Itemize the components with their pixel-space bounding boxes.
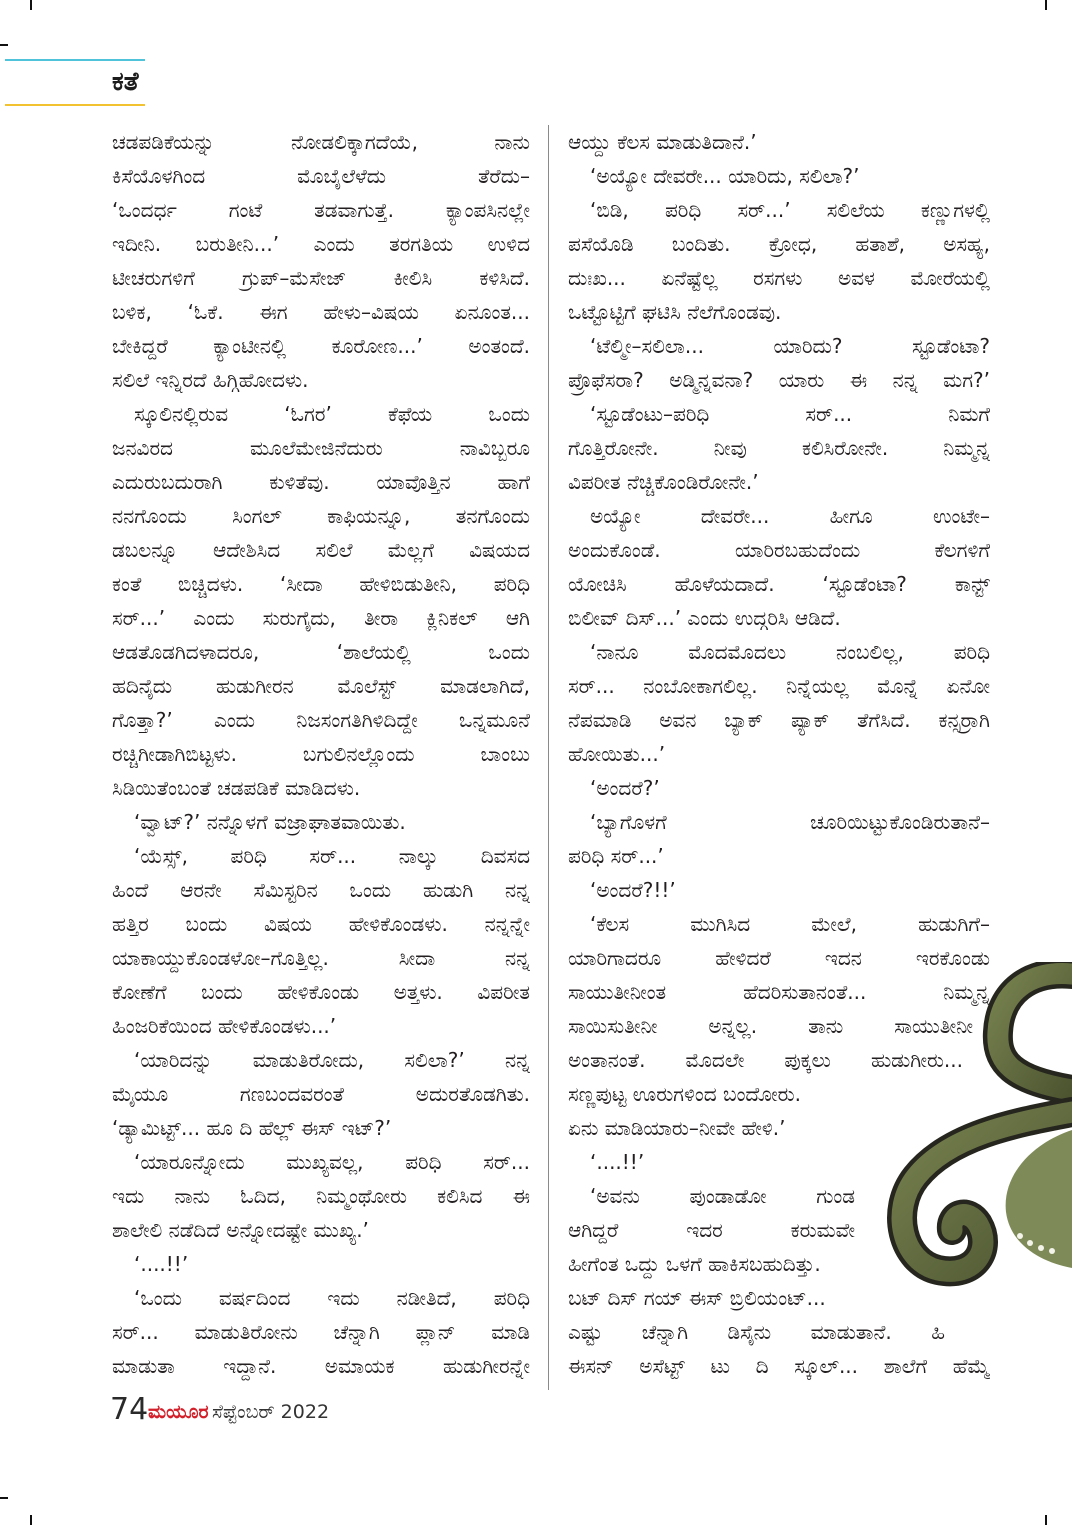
text-line: ‘ಯೆಸ್ಸ್, ಪರಿಧಿ ಸರ್... ನಾಲ್ಕು ದಿವಸದ xyxy=(134,844,530,868)
text-line: ಯಾರಿಗಾದರೂ ಹೇಳಿದರೆ ಇದನ ಇರಕೊಂಡು xyxy=(568,946,990,970)
text-line: ಒಟ್ಟೊಟ್ಟಿಗೆ ಘಟಿಸಿ ನೆಲೆಗೊಂಡವು. xyxy=(568,300,782,324)
text-line: ‘ಡ್ಯಾಮಿಟ್ಟ್... ಹೂ ದಿ ಹೆಲ್ಲ್ ಈಸ್ ಇಟ್?’ xyxy=(112,1116,392,1140)
text-line: ಬೇಕಿದ್ದರೆ ಕ್ಯಾಂಟೀನಲ್ಲಿ ಕೂರೋಣ...’ ಅಂತಂದೆ. xyxy=(112,334,530,358)
text-line: ಇದು ನಾನು ಓದಿದ, ನಿಮ್ಮಂಥೋರು ಕಲಿಸಿದ ಈ xyxy=(112,1184,530,1208)
paragraph xyxy=(568,159,990,193)
text-line: ಸ್ಕೂಲಿನಲ್ಲಿರುವ ‘ಓಗರ’ ಕೆಫೆಯ ಒಂದು xyxy=(134,402,530,426)
text-line: ಕಂತೆ ಬಿಚ್ಚಿದಳು. ‘ಸೀದಾ ಹೇಳಿಬಿಡುತೀನಿ, ಪರಿಧಿ xyxy=(112,572,530,596)
text-line: ‘ಅಂದರೆ?’ xyxy=(590,776,660,800)
text-line: ಜನವಿರದ ಮೂಲೆಮೇಜಿನೆದುರು ನಾವಿಬ್ಬರೂ xyxy=(112,436,530,460)
text-line: ಗೊತ್ತಿರೋನೇ. ನೀವು ಕಲಿಸಿರೋನೇ. ನಿಮ್ಮನ್ನ xyxy=(568,436,990,460)
text-line: ‘ಒಂದು ವರ್ಷದಿಂದ ಇದು ನಡೀತಿದೆ, ಪರಿಧಿ xyxy=(134,1286,530,1310)
text-line: ‘ಅಯ್ಯೋ ದೇವರೇ... ಯಾರಿದು, ಸಲಿಲಾ?’ xyxy=(590,164,860,188)
paragraph xyxy=(112,1247,530,1281)
text-line: ಗೊತ್ತಾ?’ ಎಂದು ನಿಜಸಂಗತಿಗಿಳಿದಿದ್ದೇ ಒನ್ನಮೂನೆ xyxy=(112,708,530,732)
text-line: ‘ವ್ವಾಟ್?’ ನನ್ನೊಳಗೆ ವಜ್ರಾಘಾತವಾಯಿತು. xyxy=(134,810,406,834)
text-line: ‘....!!’ xyxy=(590,1150,645,1174)
text-line: ಅಂದುಕೊಂಡೆ. ಯಾರಿರಬಹುದೆಂದು ಕೆಲಗಳಿಗೆ xyxy=(568,538,990,562)
crop-mark xyxy=(0,1497,8,1499)
snake-spot xyxy=(1038,1245,1044,1251)
crop-mark xyxy=(1045,1515,1047,1525)
text-line: ಬಿಲೀವ್ ದಿಸ್...’ ಎಂದು ಉದ್ಗರಿಸಿ ಆಡಿದೆ. xyxy=(568,606,841,630)
text-line: ಚಡಪಡಿಕೆಯನ್ನು ನೋಡಲಿಕ್ಕಾಗದೆಯೆ, ನಾನು xyxy=(112,130,530,154)
crop-mark xyxy=(30,1515,32,1525)
text-line: ನನಗೊಂದು ಸಿಂಗಲ್ ಕಾಫಿಯನ್ನೂ, ತನಗೊಂದು xyxy=(112,504,530,528)
text-line: ‘ಬಿಡಿ, ಪರಿಧಿ ಸರ್...’ ಸಲಿಲೆಯ ಕಣ್ಣುಗಳಲ್ಲಿ xyxy=(590,198,990,222)
text-line: ‘ನಾನೂ ಮೊದಮೊದಲು ನಂಬಲಿಲ್ಲ, ಪರಿಧಿ xyxy=(590,640,990,664)
snake-illustration xyxy=(880,962,1072,1298)
paragraph xyxy=(568,329,990,397)
text-line: ‘ಟೆಲ್ಮೀ–ಸಲಿಲಾ... ಯಾರಿದು? ಸ್ಟೂಡೆಂಟಾ? xyxy=(590,334,990,358)
text-line: ದುಃಖ... ಏನೆಷ್ಟೆಲ್ಲ ರಸಗಳು ಅವಳ ಮೋರೆಯಲ್ಲಿ xyxy=(568,266,990,290)
text-line: ವಿಪರೀತ ನೆಚ್ಚಿಕೊಂಡಿರೋನೇ.’ xyxy=(568,470,759,494)
column-divider xyxy=(548,125,549,1390)
paragraph xyxy=(112,125,530,397)
paragraph xyxy=(568,635,990,771)
left-column xyxy=(112,125,530,1383)
text-line: ಪರಿಧಿ ಸರ್...’ xyxy=(568,844,664,868)
text-line: ಸಣ್ಣಪುಟ್ಟ ಊರುಗಳಿಂದ ಬಂದೋರು. xyxy=(568,1082,801,1106)
text-line: ಎದುರುಬದುರಾಗಿ ಕುಳಿತೆವು. ಯಾವೊತ್ತಿನ ಹಾಗೆ xyxy=(112,470,530,494)
text-line: ಕಿಸೆಯೊಳಗಿಂದ ಮೊಬೈಲೆಳೆದು ತೆರೆದು– xyxy=(112,164,530,188)
text-line: ಟೀಚರುಗಳಿಗೆ ಗ್ರುಪ್–ಮೆಸೇಜ್ ಕೀಲಿಸಿ ಕಳಿಸಿದೆ. xyxy=(112,266,530,290)
paragraph xyxy=(112,839,530,1043)
text-line: ಸಾಯುತೀನೀಂತ ಹೆದರಿಸುತಾನಂತೆ... ನಿಮ್ಮನ್ನ xyxy=(568,980,990,1004)
text-line: ಸಲಿಲೆ ಇನ್ನಿರದೆ ಹಿಗ್ಗಿಹೋದಳು. xyxy=(112,368,309,392)
text-line: ಬಳಿಕ, ‘ಓಕೆ. ಈಗ ಹೇಳು–ವಿಷಯ ಏನೂಂತ... xyxy=(112,300,530,324)
text-line: ಹಿಂದೆ ಆರನೇ ಸೆಮಿಸ್ಟರಿನ ಒಂದು ಹುಡುಗಿ ನನ್ನ xyxy=(112,878,530,902)
text-line: ರಚ್ಚಿಗೀಡಾಗಿಬಿಟ್ಟಳು. ಬಗುಲಿನಲ್ಲೊಂದು ಬಾಂಬು xyxy=(112,742,530,766)
paragraph xyxy=(112,805,530,839)
text-line: ಆಯ್ದು ಕೆಲಸ ಮಾಡುತಿದಾನೆ.’ xyxy=(568,130,757,154)
paragraph xyxy=(568,499,990,635)
crop-mark xyxy=(30,0,32,10)
text-line: ‘ಅವನು ಪುಂಡಾಡೋ ಗುಂಡ xyxy=(590,1184,855,1208)
text-line: ಆಡತೊಡಗಿದಳಾದರೂ, ‘ಶಾಲೆಯಲ್ಲಿ ಒಂದು xyxy=(112,640,530,664)
text-line: ಶಾಲೇಲಿ ನಡೆದಿದೆ ಅನ್ನೋದಷ್ಟೇ ಮುಖ್ಯ.’ xyxy=(112,1218,369,1242)
text-line: ಮೈಯೂ ಗಣಬಂದವರಂತೆ ಅದುರತೊಡಗಿತು. xyxy=(112,1082,530,1106)
text-line: ಸರ್... ನಂಬೋಕಾಗಲಿಲ್ಲ. ನಿನ್ನೆಯಲ್ಲ ಮೊನ್ನೆ ಏನೋ xyxy=(568,674,990,698)
paragraph xyxy=(568,805,990,873)
text-line: ಹೋಯಿತು...’ xyxy=(568,742,666,766)
text-line: ಪ್ರೊಫೆಸರಾ? ಅಡ್ಮಿನ್ನವನಾ? ಯಾರು ಈ ನನ್ನ ಮಗ?’ xyxy=(568,368,990,392)
text-line: ಅಯ್ಯೋ ದೇವರೇ... ಹೀಗೂ ಉಂಟೇ– xyxy=(590,504,990,528)
text-line: ‘ಸ್ಟೂಡೆಂಟು–ಪರಿಧಿ ಸರ್... ನಿಮಗೆ xyxy=(590,402,990,426)
text-line: ಬಟ್ ದಿಸ್ ಗಯ್ ಈಸ್ ಬ್ರಿಲಿಯಂಟ್... xyxy=(568,1286,826,1310)
magazine-logo: ಮಯೂರ xyxy=(148,1401,209,1423)
paragraph xyxy=(568,397,990,499)
text-line: ಯೋಚಿಸಿ ಹೊಳೆಯದಾದೆ. ‘ಸ್ಟೂಡೆಂಟಾ? ಕಾನ್ಟ್ xyxy=(568,572,990,596)
section-title: ಕತೆ xyxy=(112,67,139,97)
text-line: ‘ಅಂದರೆ?!!’ xyxy=(590,878,676,902)
text-line: ನೆಪಮಾಡಿ ಅವನ ಬ್ಯಾಕ್ ಪ್ಯಾಕ್ ತೆಗೆಸಿದೆ. ಕನ್ಸರ್ರಾಗಿ xyxy=(568,708,990,732)
header-rule-bottom xyxy=(5,104,145,106)
text-line: ಕೋಣೆಗೆ ಬಂದು ಹೇಳಿಕೊಂಡು ಅತ್ತಳು. ವಿಪರೀತ xyxy=(112,980,530,1004)
text-line: ಹತ್ತಿರ ಬಂದು ವಿಷಯ ಹೇಳಿಕೊಂಡಳು. ನನ್ನನ್ನೇ xyxy=(112,912,530,936)
snake-spot xyxy=(1049,1248,1055,1254)
text-line: ಎಷ್ಟು ಚೆನ್ನಾಗಿ ಡಿಸೈನು ಮಾಡುತಾನೆ. ಹಿ xyxy=(568,1320,945,1344)
text-line: ಸಿಡಿಯಿತೆಂಬಂತೆ ಚಡಪಡಿಕೆ ಮಾಡಿದಳು. xyxy=(112,776,361,800)
text-line: ‘....!!’ xyxy=(134,1252,189,1276)
text-line: ಮಾಡುತಾ ಇದ್ದಾನೆ. ಅಮಾಯಕ ಹುಡುಗೀರನ್ನೇ xyxy=(112,1354,530,1378)
snake-spot xyxy=(1017,1233,1023,1239)
paragraph xyxy=(112,1043,530,1145)
text-line: ಈಸನ್ ಅಸೆಟ್ಟ್ ಟು ದಿ ಸ್ಕೂಲ್... ಶಾಲೆಗೆ ಹೆಮ್ಮೆ xyxy=(568,1354,990,1378)
paragraph xyxy=(568,193,990,329)
text-line: ‘ಬ್ಯಾಗೊಳಗೆ ಚೂರಿಯಿಟ್ಟುಕೊಂಡಿರುತಾನೆ– xyxy=(590,810,990,834)
text-line: ‘ಒಂದರ್ಧ ಗಂಟೆ ತಡವಾಗುತ್ತೆ. ಕ್ಯಾಂಪಸಿನಲ್ಲೇ xyxy=(112,198,530,222)
crop-mark xyxy=(0,44,8,46)
text-line: ಯಾಕಾಯ್ದುಕೊಂಡಳೋ–ಗೊತ್ತಿಲ್ಲ. ಸೀದಾ ನನ್ನ xyxy=(112,946,530,970)
text-line: ಸಾಯಿಸುತೀನೀ ಅನ್ನಲ್ಲ. ತಾನು ಸಾಯುತೀನೀ xyxy=(568,1014,973,1038)
crop-mark xyxy=(1045,0,1047,10)
text-line: ಹದಿನೈದು ಹುಡುಗೀರನ ಮೊಲೆಸ್ಟ್ ಮಾಡಲಾಗಿದೆ, xyxy=(112,674,530,698)
paragraph xyxy=(112,397,530,805)
text-line: ಡಬಲನ್ನೂ ಆದೇಶಿಸಿದ ಸಲಿಲೆ ಮೆಲ್ಲಗೆ ವಿಷಯದ xyxy=(112,538,530,562)
text-line: ಹೀಗೆಂತ ಒದ್ದು ಒಳಗೆ ಹಾಕಿಸಬಹುದಿತ್ತು. xyxy=(568,1252,821,1276)
text-line: ‘ಯಾರಿದನ್ನು ಮಾಡುತಿರೋದು, ಸಲಿಲಾ?’ ನನ್ನ xyxy=(134,1048,530,1072)
paragraph xyxy=(568,771,990,805)
text-line: ‘ಯಾರೂನ್ನೋದು ಮುಖ್ಯವಲ್ಲ, ಪರಿಧಿ ಸರ್... xyxy=(134,1150,530,1174)
text-line: ಆಗಿದ್ದರೆ ಇದರ ಕರುಮವೇ xyxy=(568,1218,855,1242)
text-line: ಇದೀನಿ. ಬರುತೀನಿ...’ ಎಂದು ತರಗತಿಯ ಉಳಿದ xyxy=(112,232,530,256)
page-number: 74 xyxy=(110,1392,149,1427)
text-line: ‘ಕೆಲಸ ಮುಗಿಸಿದ ಮೇಲೆ, ಹುಡುಗಿಗೆ– xyxy=(590,912,990,936)
paragraph xyxy=(568,873,990,907)
issue-date: ಸೆಪ್ಟೆಂಬರ್ 2022 xyxy=(212,1401,330,1423)
header-rule-top xyxy=(5,59,145,61)
snake-spot xyxy=(1027,1240,1033,1246)
text-line: ಪಸೆಯೊಡಿ ಬಂದಿತು. ಕ್ರೋಧ, ಹತಾಶೆ, ಅಸಹ್ಯ, xyxy=(568,232,990,256)
text-line: ಏನು ಮಾಡಿಯಾರು–ನೀವೇ ಹೇಳಿ.’ xyxy=(568,1116,786,1140)
paragraph xyxy=(112,1281,530,1383)
text-line: ಹಿಂಜರಿಕೆಯಿಂದ ಹೇಳಿಕೊಂಡಳು...’ xyxy=(112,1014,337,1038)
text-line: ಸರ್... ಮಾಡುತಿರೋನು ಚೆನ್ನಾಗಿ ಪ್ಲಾನ್ ಮಾಡಿ xyxy=(112,1320,530,1344)
text-line: ಅಂತಾನಂತೆ. ಮೊದಲೇ ಪುಕ್ಕಲು ಹುಡುಗೀರು... xyxy=(568,1048,963,1072)
paragraph xyxy=(568,125,990,159)
text-line: ಸರ್...’ ಎಂದು ಸುರುಗೈದು, ತೀರಾ ಕ್ಲಿನಿಕಲ್ ಆಗಿ xyxy=(112,606,530,630)
paragraph xyxy=(112,1145,530,1247)
